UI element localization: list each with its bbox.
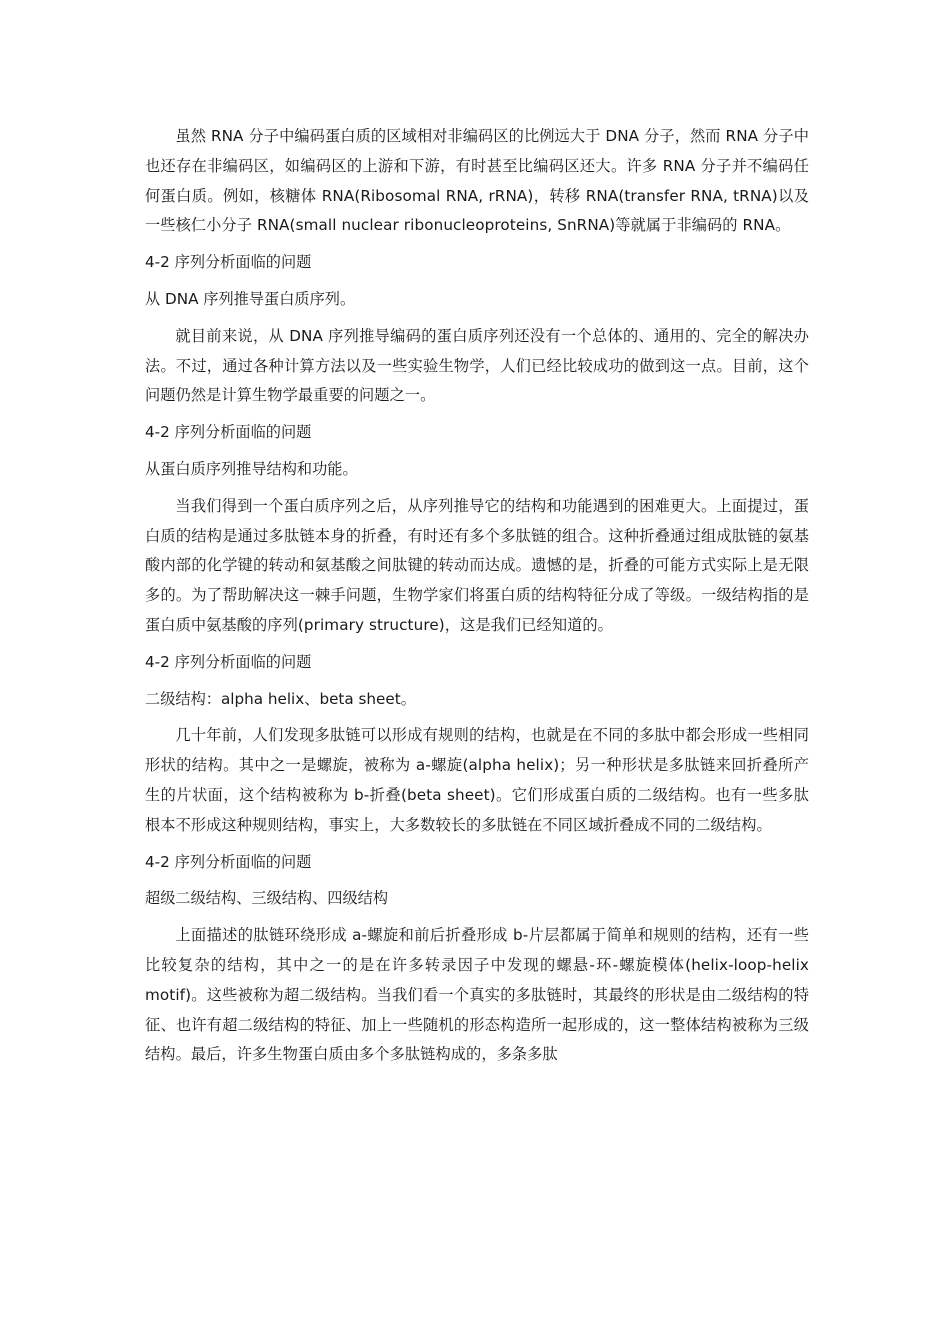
section-heading: 4-2 序列分析面临的问题 xyxy=(145,423,312,442)
paragraph-secondary-structure: 几十年前，人们发现多肽链可以形成有规则的结构，也就是在不同的多肽中都会形成一些相同形状的结构。其中之一是螺旋，被称为 a-螺旋(alpha helix)；另一种形状是多肽链来回折叠所产生的片状面，这个结构被称为 b-折叠(beta sheet)。它们形成蛋白质的二级结构。也有一些多肽根本不形成这种规则结构，事实上，大多数较长的多肽链在不同区域折叠成不同的二级结构。 xyxy=(145,726,809,834)
section-heading: 4-2 序列分析面临的问题 xyxy=(145,253,312,272)
paragraph-tertiary-structure: 上面描述的肽链环绕形成 a-螺旋和前后折叠形成 b-片层都属于简单和规则的结构，还有一些比较复杂的结构，其中之一的是在许多转录因子中发现的螺悬-环-螺旋模体(helix-loop-helix motif)。这些被称为超二级结构。当我们看一个真实的多肽链时，其最终的形状是由二级结构的特征、也许有超二级结构的特征、加上一些随机的形态构造所一起形成的，这一整体结构被称为三级结构。最后，许多生物蛋白质由多个多肽链构成的，多条多肽 xyxy=(145,926,809,1064)
section-heading: 4-2 序列分析面临的问题 xyxy=(145,652,312,671)
paragraph-dna-to-protein: 就目前来说，从 DNA 序列推导编码的蛋白质序列还没有一个总体的、通用的、完全的解决办法。不过，通过各种计算方法以及一些实验生物学，人们已经比较成功的做到这一点。目前，这个问题仍然是计算生物学最重要的问题之一。 xyxy=(145,326,809,405)
section-subheading: 二级结构：alpha helix、beta sheet。 xyxy=(145,689,416,708)
section-subheading: 从蛋白质序列推导结构和功能。 xyxy=(145,459,358,478)
section-heading: 4-2 序列分析面临的问题 xyxy=(145,852,312,871)
document-body xyxy=(145,122,809,1077)
section-subheading: 从 DNA 序列推导蛋白质序列。 xyxy=(145,289,356,308)
paragraph-noncoding-rna: 虽然 RNA 分子中编码蛋白质的区域相对非编码区的比例远大于 DNA 分子，然而 RNA 分子中也还存在非编码区，如编码区的上游和下游，有时甚至比编码区还大。许多 RNA 分子并不编码任何蛋白质。例如，核糖体 RNA(Ribosomal RNA, rRNA)，转移 RNA(transfer RNA, tRNA)以及一些核仁小分子 RNA(small nuclear ribonucleoproteins, SnRNA)等就属于非编码的 RNA。 xyxy=(145,127,809,235)
section-subheading: 超级二级结构、三级结构、四级结构 xyxy=(145,889,388,908)
paragraph-protein-structure: 当我们得到一个蛋白质序列之后，从序列推导它的结构和功能遇到的困难更大。上面提过，蛋白质的结构是通过多肽链本身的折叠，有时还有多个多肽链的组合。这种折叠通过组成肽链的氨基酸内部的化学键的转动和氨基酸之间肽键的转动而达成。遗憾的是，折叠的可能方式实际上是无限多的。为了帮助解决这一棘手问题，生物学家们将蛋白质的结构特征分成了等级。一级结构指的是蛋白质中氨基酸的序列(primary structure)，这是我们已经知道的。 xyxy=(145,496,809,634)
